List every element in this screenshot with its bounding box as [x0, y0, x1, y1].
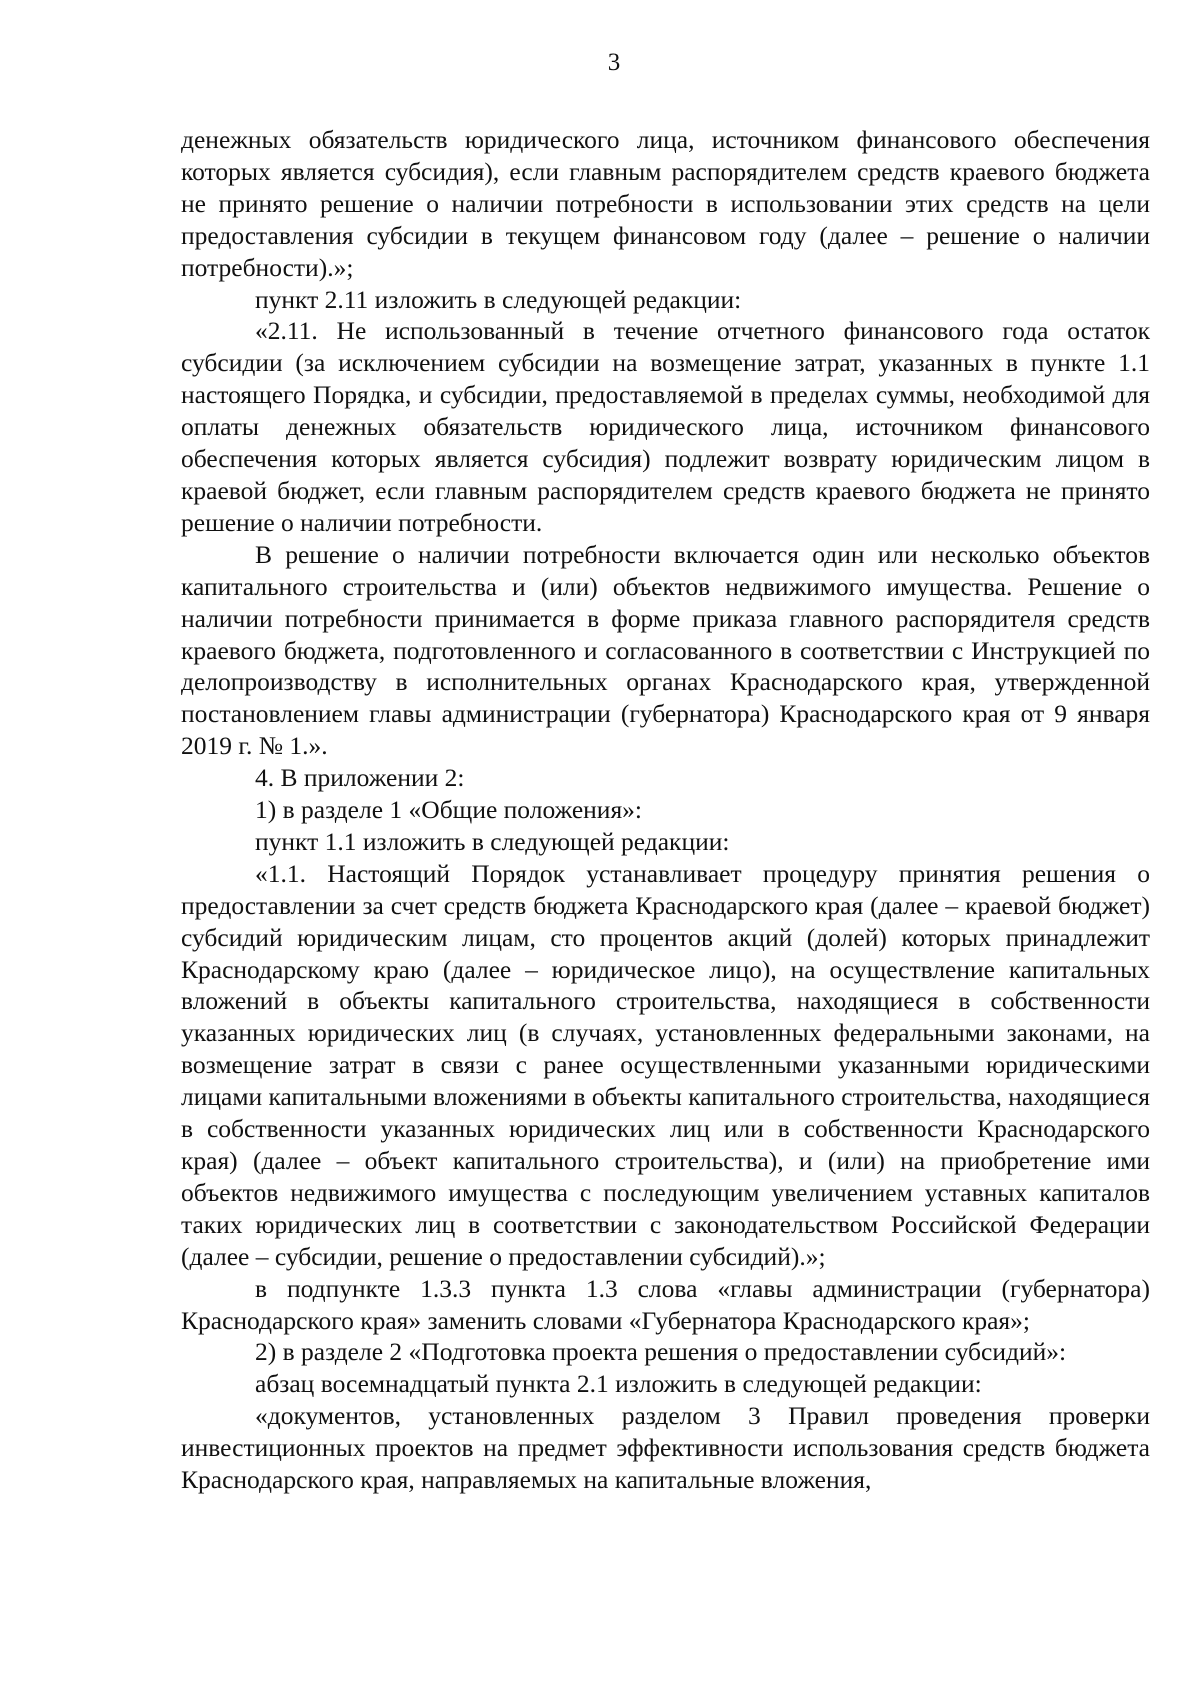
paragraph-appendix-2: 4. В приложении 2: [255, 763, 465, 793]
document-body [181, 124, 1150, 1496]
paragraph-section-2: 2) в разделе 2 «Подготовка проекта решения о предоставлении субсидий»: [255, 1337, 1067, 1367]
paragraph-item-2-11-heading: пункт 2.11 изложить в следующей редакции: [255, 284, 742, 314]
page-number: 3 [607, 49, 621, 76]
paragraph-subitem-1-3-3: в подпункте 1.3.3 пункта 1.3 слова «главы администрации (губернатора) Краснодарского края» заменить словами «Губернатора Краснодарского края»; [181, 1273, 1150, 1335]
paragraph-item-1-1-text: «1.1. Настоящий Порядок устанавливает процедуру принятия решения о предоставлении за счет средств бюджета Краснодарского края (далее – краевой бюджет) субсидий юридическим лицам, сто процентов акций (долей) которых принадлежит Краснодарскому краю (далее – юридическое лицо), на осуществление капитальных вложений в объекты капитального строительства, находящиеся в собственности указанных юридических лиц (в случаях, установленных федеральными законами, на возмещение затрат в связи с ранее осуществленными указанными юридическими лицами капитальными вложениями в объекты капитального строительства, находящиеся в собственности указанных юридических лиц или в собственности Краснодарского края) (далее – объект капитального строительства), и (или) на приобретение ими объектов недвижимого имущества с последующим увеличением уставных капиталов таких юридических лиц в соответствии с законодательством Российской Федерации (далее – субсидии, решение о предоставлении субсидий).»; [181, 858, 1150, 1271]
paragraph-continuation: денежных обязательств юридического лица, источником финансового обеспечения которых является субсидия), если главным распорядителем средств краевого бюджета не принято решение о наличии потребности в использовании этих средств на цели предоставления субсидии в текущем финансовом году (далее – решение о наличии потребности).»; [181, 125, 1150, 282]
paragraph-item-2-1-heading: абзац восемнадцатый пункта 2.1 изложить в следующей редакции: [255, 1369, 982, 1399]
paragraph-item-1-1-heading: пункт 1.1 изложить в следующей редакции: [255, 826, 730, 856]
paragraph-need-decision: В решение о наличии потребности включается один или несколько объектов капитального строительства и (или) объектов недвижимого имущества. Решение о наличии потребности принимается в форме приказа главного распорядителя средств краевого бюджета, подготовленного и согласованного в соответствии с Инструкцией по делопроизводству в исполнительных органах Краснодарского края, утвержденной постановлением главы администрации (губернатора) Краснодарского края от 9 января 2019 г. № 1.». [181, 539, 1150, 761]
paragraph-documents: «документов, установленных разделом 3 Правил проведения проверки инвестиционных проектов на предмет эффективности использования средств бюджета Краснодарского края, направляемых на капитальные вложения, [181, 1401, 1150, 1495]
paragraph-item-2-11-text: «2.11. Не использованный в течение отчетного финансового года остаток субсидии (за исключением субсидии на возмещение затрат, указанных в пункте 1.1 настоящего Порядка, и субсидии, предоставляемой в пределах суммы, необходимой для оплаты денежных обязательств юридического лица, источником финансового обеспечения которых является субсидия) подлежит возврату юридическим лицом в краевой бюджет, если главным распорядителем средств краевого бюджета не принято решение о наличии потребности. [181, 316, 1150, 537]
paragraph-section-1: 1) в разделе 1 «Общие положения»: [255, 795, 643, 825]
